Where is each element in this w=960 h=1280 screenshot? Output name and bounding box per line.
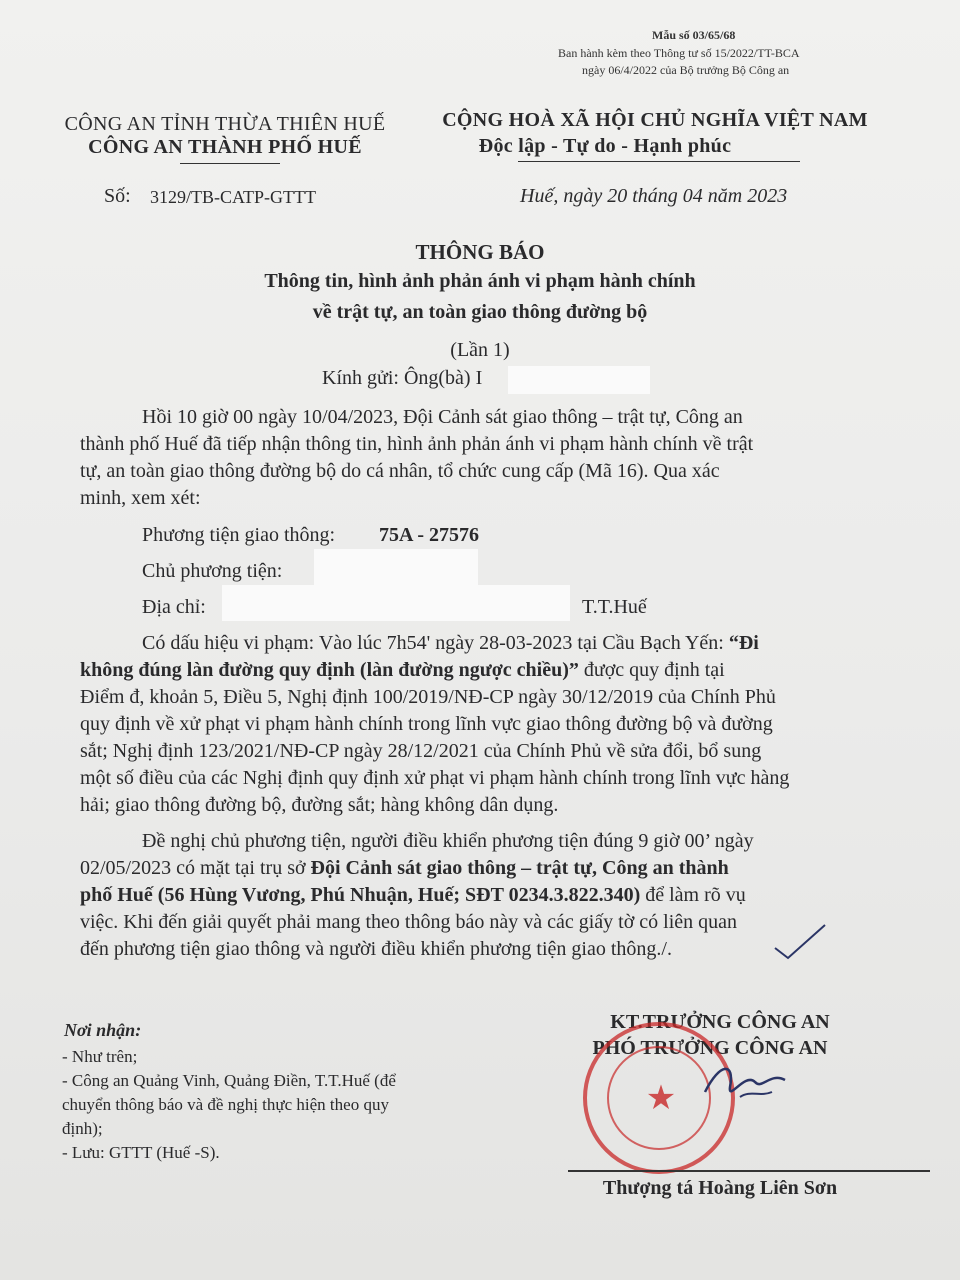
signer-title-2: PHÓ TRƯỞNG CÔNG AN: [592, 1037, 828, 1059]
form-issued-with: Ban hành kèm theo Thông tư số 15/2022/TT-BCA: [558, 46, 800, 60]
violation-line: [142, 630, 759, 657]
vehicle-plate: 75A - 27576: [379, 524, 479, 546]
doc-date: Huế, ngày 20 tháng 04 năm 2023: [520, 185, 788, 207]
national-title: CỘNG HOÀ XÃ HỘI CHỦ NGHĨA VIỆT NAM: [442, 109, 868, 131]
recipients-item: định);: [62, 1119, 103, 1138]
vehicle-label: Phương tiện giao thông:: [142, 524, 336, 546]
body-line: việc. Khi đến giải quyết phải mang theo thông báo này và các giấy tờ có liên quan: [80, 911, 738, 933]
seal-inner-ring: [607, 1046, 711, 1150]
form-issued-date: ngày 06/4/2022 của Bộ trưởng Bộ Công an: [582, 63, 790, 77]
recipients-item: - Như trên;: [62, 1047, 138, 1066]
violation-quote-end: không đúng làn đường quy định (làn đường ngược chiều)”: [80, 659, 579, 681]
star-icon: ★: [645, 1078, 677, 1118]
request-purpose: để làm rõ vụ: [640, 884, 746, 906]
signature-divider: [568, 1170, 930, 1172]
body-line: minh, xem xét:: [80, 487, 201, 509]
body-line: tự, an toàn giao thông đường bộ do cá nhân, tổ chức cung cấp (Mã 16). Qua xác: [80, 460, 720, 482]
violation-line: [80, 657, 725, 684]
doc-subtitle-1: Thông tin, hình ảnh phản ánh vi phạm hành chính: [264, 270, 696, 292]
recipients-item: - Công an Quảng Vinh, Quảng Điền, T.T.Huế (để: [62, 1071, 396, 1090]
recipients-item: - Lưu: GTTT (Huế -S).: [62, 1143, 220, 1162]
body-line: đến phương tiện giao thông và người điều khiển phương tiện giao thông./.: [80, 938, 672, 960]
violation-regulated: được quy định tại: [578, 659, 725, 681]
request-address: phố Huế (56 Hùng Vương, Phú Nhuận, Huế; SĐT 0234.3.822.340): [80, 884, 641, 906]
doc-title: THÔNG BÁO: [415, 240, 545, 264]
issuer-name: CÔNG AN THÀNH PHỐ HUẾ: [88, 136, 362, 158]
request-line: [80, 882, 746, 909]
motto-underline: [518, 161, 800, 162]
national-motto: Độc lập - Tự do - Hạnh phúc: [478, 135, 732, 157]
body-line: Hồi 10 giờ 00 ngày 10/04/2023, Đội Cảnh sát giao thông – trật tự, Công an: [142, 406, 743, 428]
body-line: một số điều của các Nghị định quy định xử phạt vi phạm hành chính trong lĩnh vực hàng: [80, 767, 790, 789]
recipients-item: chuyển thông báo và đề nghị thực hiện theo quy: [62, 1095, 389, 1114]
violation-intro: Có dấu hiệu vi phạm: Vào lúc 7h54' ngày 28-03-2023 tại Cầu Bạch Yến:: [142, 632, 729, 654]
address-label: Địa chỉ:: [142, 596, 206, 618]
notice-round: (Lần 1): [450, 339, 510, 361]
doc-number: 3129/TB-CATP-GTTT: [150, 187, 316, 207]
redaction-box: [508, 366, 650, 394]
request-date: 02/05/2023 có mặt tại trụ sở: [80, 857, 311, 879]
handwritten-signature: [700, 1052, 790, 1112]
request-line: [80, 855, 729, 882]
body-line: quy định về xử phạt vi phạm hành chính trong lĩnh vực giao thông đường bộ và đường: [80, 713, 773, 735]
violation-quote-start: “Đi: [728, 632, 759, 654]
body-line: Đề nghị chủ phương tiện, người điều khiển phương tiện đúng 9 giờ 00’ ngày: [142, 830, 754, 852]
signer-title-1: KT.TRƯỞNG CÔNG AN: [610, 1011, 830, 1033]
redaction-box: [314, 549, 478, 585]
form-number: Mẫu số 03/65/68: [652, 28, 736, 42]
signer-name: Thượng tá Hoàng Liên Sơn: [602, 1177, 838, 1199]
redaction-box: [222, 585, 570, 621]
recipients-heading: Nơi nhận:: [64, 1020, 142, 1040]
check-mark-icon: [770, 920, 830, 960]
recipient-line: Kính gửi: Ông(bà) I: [322, 367, 483, 389]
body-line: hải; giao thông đường bộ, đường sắt; hàng không dân dụng.: [80, 794, 559, 816]
owner-label: Chủ phương tiện:: [142, 560, 283, 582]
body-line: sắt; Nghị định 123/2021/NĐ-CP ngày 28/12/2021 của Chính Phủ về sửa đổi, bổ sung: [80, 740, 762, 762]
doc-subtitle-2: về trật tự, an toàn giao thông đường bộ: [312, 301, 648, 323]
doc-number-label: Số:: [104, 185, 131, 207]
address-province: T.T.Huế: [582, 596, 647, 618]
body-line: thành phố Huế đã tiếp nhận thông tin, hình ảnh phản ánh vi phạm hành chính về trật: [80, 433, 754, 455]
body-line: Điểm đ, khoản 5, Điều 5, Nghị định 100/2019/NĐ-CP ngày 30/12/2019 của Chính Phủ: [80, 686, 776, 708]
issuer-parent: CÔNG AN TỈNH THỪA THIÊN HUẾ: [64, 113, 386, 135]
request-office: Đội Cảnh sát giao thông – trật tự, Công an thành: [310, 857, 729, 879]
issuer-underline: [180, 163, 280, 164]
